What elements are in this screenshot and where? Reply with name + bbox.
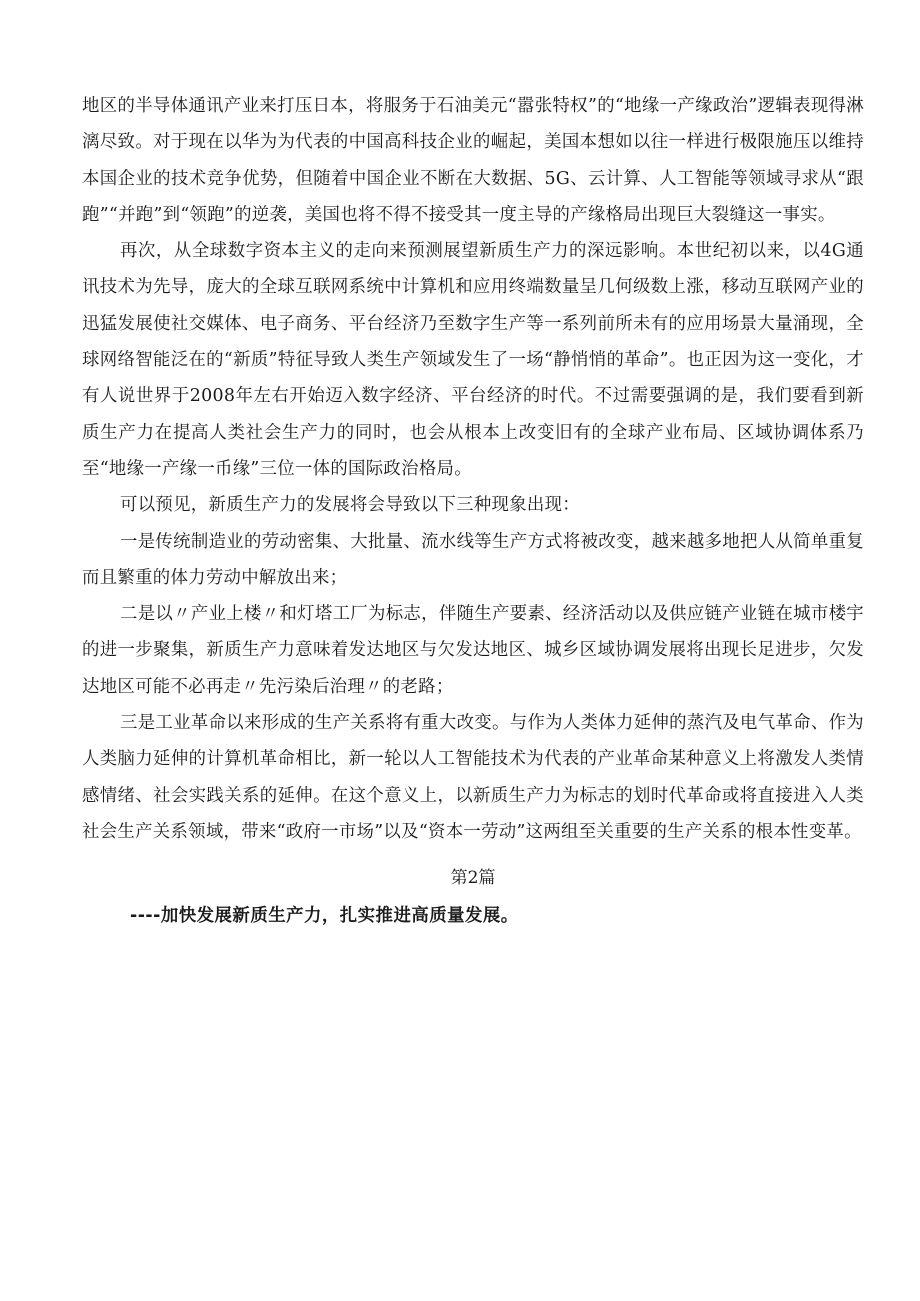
paragraph-point-two: 二是以〃产业上楼〃和灯塔工厂为标志，伴随生产要素、经济活动以及供应链产业链在城市楼宇的进一步聚集，新质生产力意味着发达地区与欠发达地区、城乡区域协调发展将出现长足进步，欠发达地区可能不必再走〃先污染后治理〃的老路； [82, 604, 864, 697]
paragraph-global-digital-capitalism: 再次，从全球数字资本主义的走向来预测展望新质生产力的深远影响。本世纪初以来，以4G通讯技术为先导，庞大的全球互联网系统中计算机和应用终端数量呈几何级数上涨，移动互联网产业的迅猛发展使社交媒体、电子商务、平台经济乃至数字生产等一系列前所未有的应用场景大量涌现，全球网络智能泛在的“新质”特征导致人类生产领域发生了一场“静悄悄的革命”。也正因为这一变化，才有人说世界于2008年左右开始迈入数字经济、平台经济的时代。不过需要强调的是，我们要看到新质生产力在提高人类社会生产力的同时，也会从根本上改变旧有的全球产业布局、区域协调体系乃至“地缘一产缘一币缘”三位一体的国际政治格局。 [82, 241, 864, 479]
paragraph-point-three: 三是工业革命以来形成的生产关系将有重大改变。与作为人类体力延伸的蒸汽及电气革命、作为人类脑力延伸的计算机革命相比，新一轮以人工智能技术为代表的产业革命某种意义上将激发人类情感情绪、社会实践关系的延伸。在这个意义上，以新质生产力为标志的划时代革命或将直接进入人类社会生产关系领域，带来“政府一市场”以及“资本一劳动”这两组至关重要的生产关系的根本性变革。 [82, 713, 864, 842]
paragraph-point-one: 一是传统制造业的劳动密集、大批量、流水线等生产方式将被改变，越来越多地把人从简单重复而且繁重的体力劳动中解放出来； [82, 531, 864, 588]
paragraph-continuation: 地区的半导体通讯产业来打压日本，将服务于石油美元“嚣张特权”的“地缘一产缘政治”逻辑表现得淋漓尽致。对于现在以华为为代表的中国高科技企业的崛起，美国本想如以往一样进行极限施压以维持本国企业的技术竞争优势，但随着中国企业不断在大数据、5G、云计算、人工智能等领域寻求从“跟跑”“并跑”到“领跑”的逆袭，美国也将不得不接受其一度主导的产缘格局出现巨大裂缝这一事实。 [82, 96, 864, 225]
chapter-subtitle: ----加快发展新质生产力，扎实推进高质量发展。 [130, 906, 519, 927]
document-page [82, 88, 864, 934]
chapter-heading: 第2篇 [450, 868, 496, 889]
paragraph-foresee: 可以预见，新质生产力的发展将会导致以下三种现象出现： [120, 495, 580, 516]
